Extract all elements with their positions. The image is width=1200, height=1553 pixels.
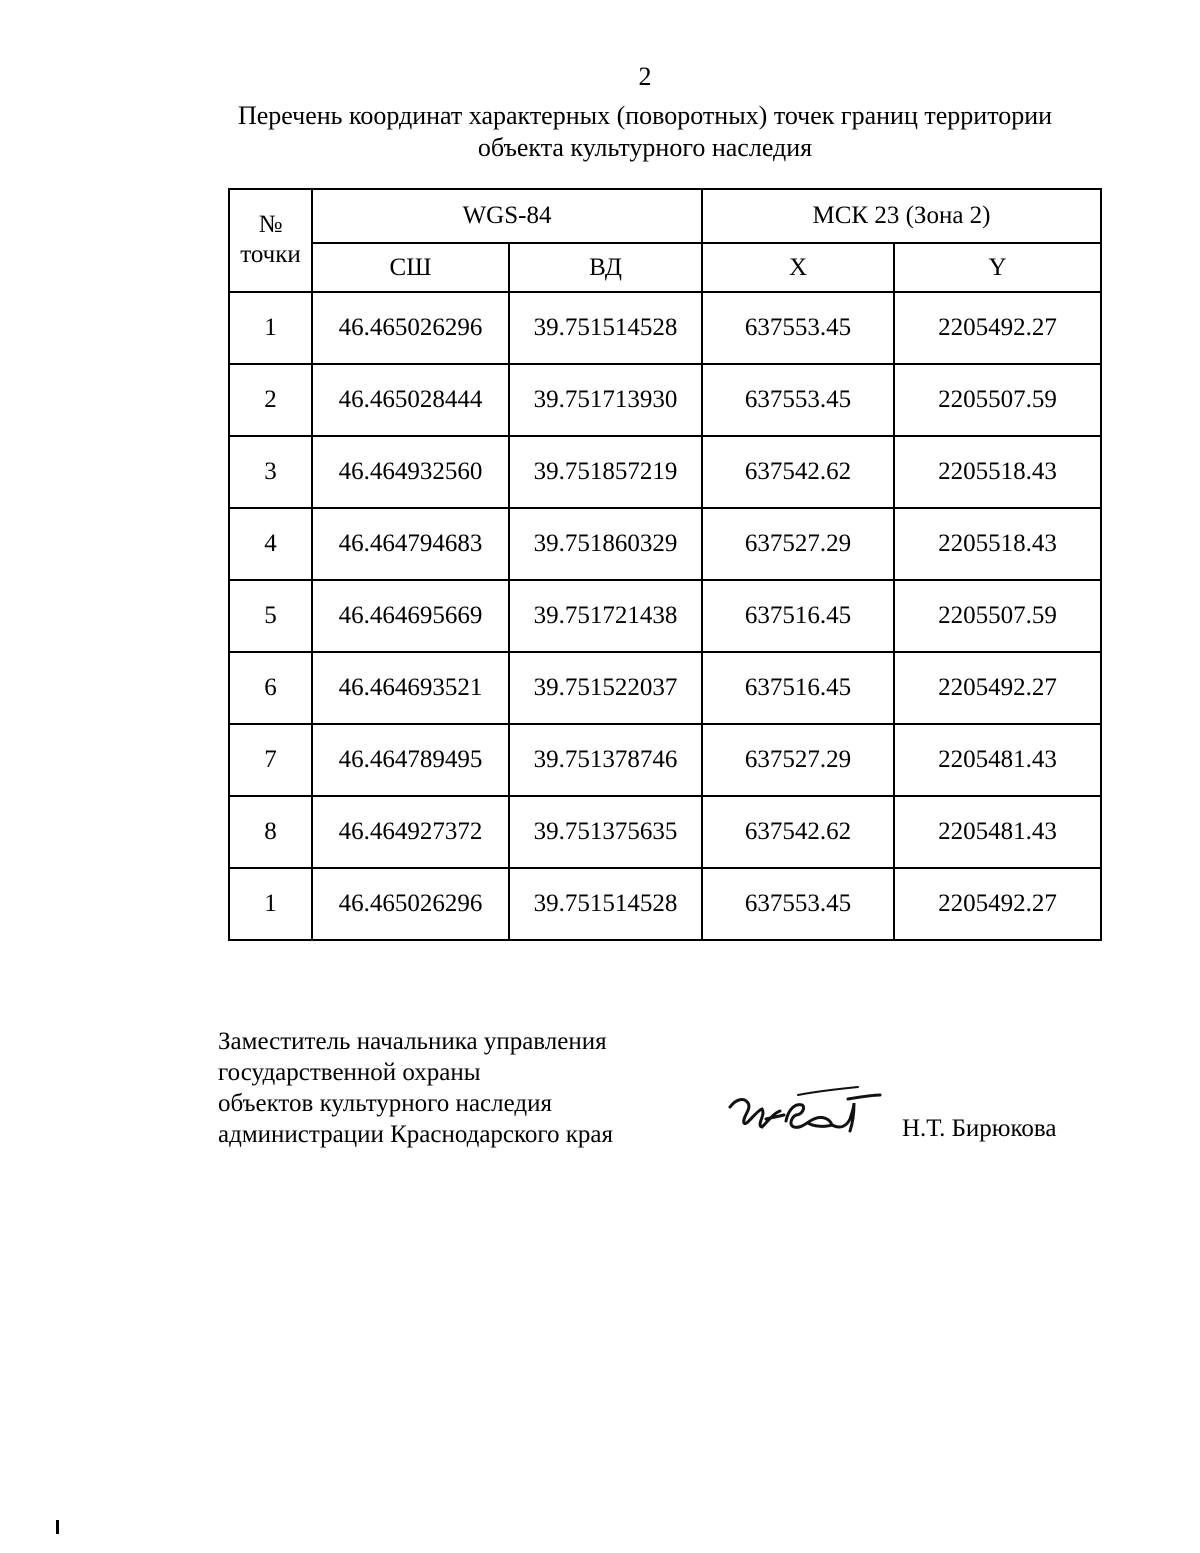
cell-point-number: 1 bbox=[229, 292, 312, 364]
cell-lon: 39.751514528 bbox=[509, 292, 702, 364]
table-row bbox=[229, 292, 1101, 364]
cell-point-number: 2 bbox=[229, 364, 312, 436]
title-line-1: Перечень координат характерных (поворотных) точек границ территории bbox=[237, 101, 1053, 130]
cell-point-number: 1 bbox=[229, 868, 312, 940]
cell-x: 637553.45 bbox=[702, 292, 894, 364]
cell-lat: 46.464932560 bbox=[312, 436, 509, 508]
title-line-2: объекта культурного наследия bbox=[477, 133, 813, 162]
cell-x: 637527.29 bbox=[702, 508, 894, 580]
cell-y: 2205481.43 bbox=[894, 796, 1101, 868]
cell-y: 2205507.59 bbox=[894, 580, 1101, 652]
table-header-row-columns bbox=[229, 243, 1101, 292]
cell-lat: 46.464789495 bbox=[312, 724, 509, 796]
margin-mark bbox=[56, 1520, 59, 1534]
cell-point-number: 7 bbox=[229, 724, 312, 796]
cell-lon: 39.751378746 bbox=[509, 724, 702, 796]
table-row bbox=[229, 652, 1101, 724]
cell-lat: 46.464695669 bbox=[312, 580, 509, 652]
cell-y: 2205481.43 bbox=[894, 724, 1101, 796]
cell-y: 2205507.59 bbox=[894, 364, 1101, 436]
cell-x: 637553.45 bbox=[702, 364, 894, 436]
cell-y: 2205518.43 bbox=[894, 436, 1101, 508]
table-row bbox=[229, 796, 1101, 868]
cell-point-number: 8 bbox=[229, 796, 312, 868]
cell-x: 637553.45 bbox=[702, 868, 894, 940]
table-row bbox=[229, 436, 1101, 508]
header-lat: СШ bbox=[312, 243, 509, 292]
cell-lon: 39.751375635 bbox=[509, 796, 702, 868]
cell-y: 2205492.27 bbox=[894, 868, 1101, 940]
cell-lat: 46.464927372 bbox=[312, 796, 509, 868]
cell-point-number: 5 bbox=[229, 580, 312, 652]
header-y: Y bbox=[894, 243, 1101, 292]
cell-x: 637527.29 bbox=[702, 724, 894, 796]
cell-lat: 46.464794683 bbox=[312, 508, 509, 580]
table-header-row-groups bbox=[229, 189, 1101, 243]
cell-lon: 39.751860329 bbox=[509, 508, 702, 580]
header-lon: ВД bbox=[509, 243, 702, 292]
signatory-name: Н.Т. Бирюкова bbox=[902, 1115, 1057, 1142]
cell-x: 637516.45 bbox=[702, 580, 894, 652]
cell-lon: 39.751514528 bbox=[509, 868, 702, 940]
position-line-2: государственной охраны bbox=[218, 1059, 481, 1086]
cell-point-number: 6 bbox=[229, 652, 312, 724]
table-row bbox=[229, 508, 1101, 580]
handwritten-signature bbox=[722, 1085, 882, 1145]
table-row bbox=[229, 724, 1101, 796]
cell-lon: 39.751713930 bbox=[509, 364, 702, 436]
position-line-1: Заместитель начальника управления bbox=[218, 1028, 607, 1055]
cell-lon: 39.751522037 bbox=[509, 652, 702, 724]
table-row bbox=[229, 868, 1101, 940]
cell-lon: 39.751857219 bbox=[509, 436, 702, 508]
cell-y: 2205492.27 bbox=[894, 292, 1101, 364]
header-msk23: МСК 23 (Зона 2) bbox=[702, 189, 1101, 243]
cell-lat: 46.465026296 bbox=[312, 292, 509, 364]
cell-y: 2205492.27 bbox=[894, 652, 1101, 724]
cell-point-number: 3 bbox=[229, 436, 312, 508]
cell-x: 637542.62 bbox=[702, 436, 894, 508]
cell-lat: 46.465026296 bbox=[312, 868, 509, 940]
position-line-4: администрации Краснодарского края bbox=[218, 1121, 614, 1148]
table-row bbox=[229, 364, 1101, 436]
position-line-3: объектов культурного наследия bbox=[218, 1090, 552, 1117]
cell-x: 637542.62 bbox=[702, 796, 894, 868]
cell-lat: 46.464693521 bbox=[312, 652, 509, 724]
document-title bbox=[0, 100, 1200, 164]
header-num-label: точки bbox=[240, 241, 301, 268]
cell-y: 2205518.43 bbox=[894, 508, 1101, 580]
header-num-symbol: № bbox=[258, 211, 283, 238]
header-point-number bbox=[229, 189, 312, 292]
signatory-position bbox=[218, 1026, 613, 1150]
header-wgs84: WGS-84 bbox=[312, 189, 702, 243]
header-x: X bbox=[702, 243, 894, 292]
table-row bbox=[229, 580, 1101, 652]
cell-lon: 39.751721438 bbox=[509, 580, 702, 652]
page-number: 2 bbox=[638, 62, 652, 91]
cell-point-number: 4 bbox=[229, 508, 312, 580]
coordinates-table bbox=[228, 188, 1102, 941]
cell-lat: 46.465028444 bbox=[312, 364, 509, 436]
cell-x: 637516.45 bbox=[702, 652, 894, 724]
table-body bbox=[229, 292, 1101, 940]
